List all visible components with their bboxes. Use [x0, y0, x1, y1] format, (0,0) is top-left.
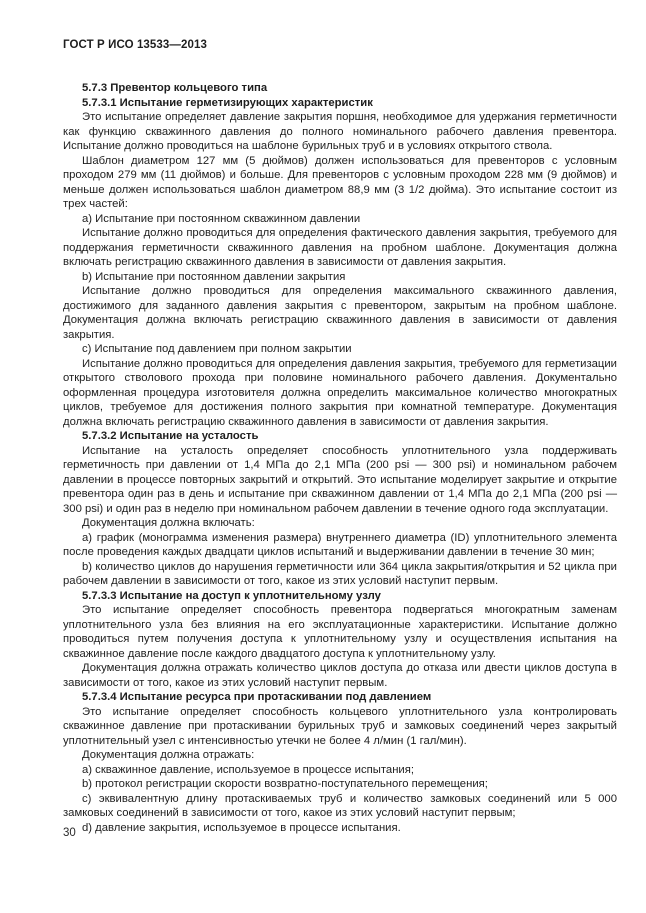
paragraph: Документация должна отражать количество циклов доступа до отказа или двести циклов доступа в зависимости от того, какое из этих условий наступит первым. [63, 662, 617, 689]
page-number: 30 [63, 827, 76, 839]
section-heading-5-7-3: 5.7.3 Превентор кольцевого типа [82, 82, 268, 94]
paragraph: Испытание должно проводиться для определения фактического давления закрытия, требуемого для поддержания герметичности скважинного давления на пробном шаблоне. Документация должна включать регистрацию скважинного давления в зависимости от давления закрытия. [63, 227, 617, 268]
paragraph: Шаблон диаметром 127 мм (5 дюймов) должен использоваться для превенторов с условным проходом 279 мм (11 дюймов) и больше. Для превенторов с условным проходом 228 мм (9 дюймов) и меньше должен использоваться шаблон диаметром 88,9 мм (3 1/2 дюйма). Это испытание состоит из трех частей: [63, 154, 617, 210]
section-heading-5-7-3-1: 5.7.3.1 Испытание герметизирующих характеристик [82, 96, 373, 109]
list-item-b: b) количество циклов до нарушения герметичности или 364 цикла закрытия/открытия и 52 цикла при рабочем давлении в зависимости от того, какое из этих условий наступит первым. [63, 560, 617, 587]
list-item-d: d) давление закрытия, используемое в процессе испытания. [82, 821, 401, 834]
paragraph: Испытание должно проводиться для определения максимального скважинного давления, достижимого для заданного давления закрытия с превентором, закрытым на пробном шаблоне. Документация должна включать регистрацию скважинного давления в зависимости от давления закрытия. [63, 285, 617, 341]
section-heading-5-7-3-4: 5.7.3.4 Испытание ресурса при протаскивании под давлением [82, 691, 432, 703]
list-item-c: c) эквивалентную длину протаскиваемых труб и количество замковых соединений или 5 000 замковых соединений в зависимости от того, какое из этих условий наступит первым; [63, 792, 617, 819]
paragraph: Испытание на усталость определяет способность уплотнительного узла поддерживать герметичность при давлении от 1,4 МПа до 2,1 МПа (200 psi — 300 psi) и номинальном рабочем давлении в процессе повторных закрытий и открытий. Это испытание моделирует закрытие и открытие превентора один раз в день и испытание при скважинном давлении от 1,4 МПа до 2,1 МПа (200 psi — 300 psi) и один раз в неделю при номинальном рабочем давлении в течение одного года эксплуатации. [63, 444, 617, 515]
list-item-a: a) Испытание при постоянном скважинном давлении [82, 212, 361, 225]
list-item-a: a) скважинное давление, используемое в процессе испытания; [82, 763, 414, 776]
paragraph: Испытание должно проводиться для определения давления закрытия, требуемого для герметизации открытого стволового прохода при половине номинального рабочего давления. Документально оформленная процедура изготовителя должна определить максимальное количество многократных циклов, требуемое для достижения полного закрытия при комнатной температуре. Документация должна включать регистрацию скважинного давления в зависимости от давления закрытия. [63, 357, 617, 428]
list-item-a: a) график (монограмма изменения размера) внутреннего диаметра (ID) уплотнительного элемента после проведения каждых двадцати циклов испытаний и выдерживании давлении в течение 30 мин; [63, 531, 617, 558]
paragraph: Документация должна отражать: [82, 749, 255, 761]
running-header: ГОСТ Р ИСО 13533—2013 [63, 39, 208, 51]
paragraph: Документация должна включать: [82, 517, 255, 529]
paragraph: Это испытание определяет способность кольцевого уплотнительного узла контролировать скважинное давление при протаскивании бурильных труб и замковых соединений через закрытый уплотнительный узел с интенсивностью утечки не более 4 л/мин (1 гал/мин). [63, 705, 617, 747]
list-item-c: c) Испытание под давлением при полном закрытии [82, 343, 352, 355]
section-heading-5-7-3-3: 5.7.3.3 Испытание на доступ к уплотнительному узлу [82, 589, 381, 602]
document-body [63, 81, 617, 835]
list-item-b: b) протокол регистрации скорости возвратно-поступательного перемещения; [82, 778, 488, 790]
paragraph: Это испытание определяет давление закрытия поршня, необходимое для удержания герметичности как функцию скважинного давления до полного номинального рабочего давления превентора. Испытание должно проводиться на шаблоне бурильных труб и в условиях открытого ствола. [63, 111, 617, 152]
list-item-b: b) Испытание при постоянном давлении закрытия [82, 270, 346, 283]
section-heading-5-7-3-2: 5.7.3.2 Испытание на усталость [82, 430, 259, 442]
paragraph: Это испытание определяет способность превентора подвергаться многократным заменам уплотнительного узла без влияния на его эксплуатационные характеристики. Испытание должно проводиться путем получения доступа к уплотнительному узлу и осуществления испытания на скважинное давление после каждого двадцатого доступа к уплотнительному узлу. [63, 604, 617, 660]
